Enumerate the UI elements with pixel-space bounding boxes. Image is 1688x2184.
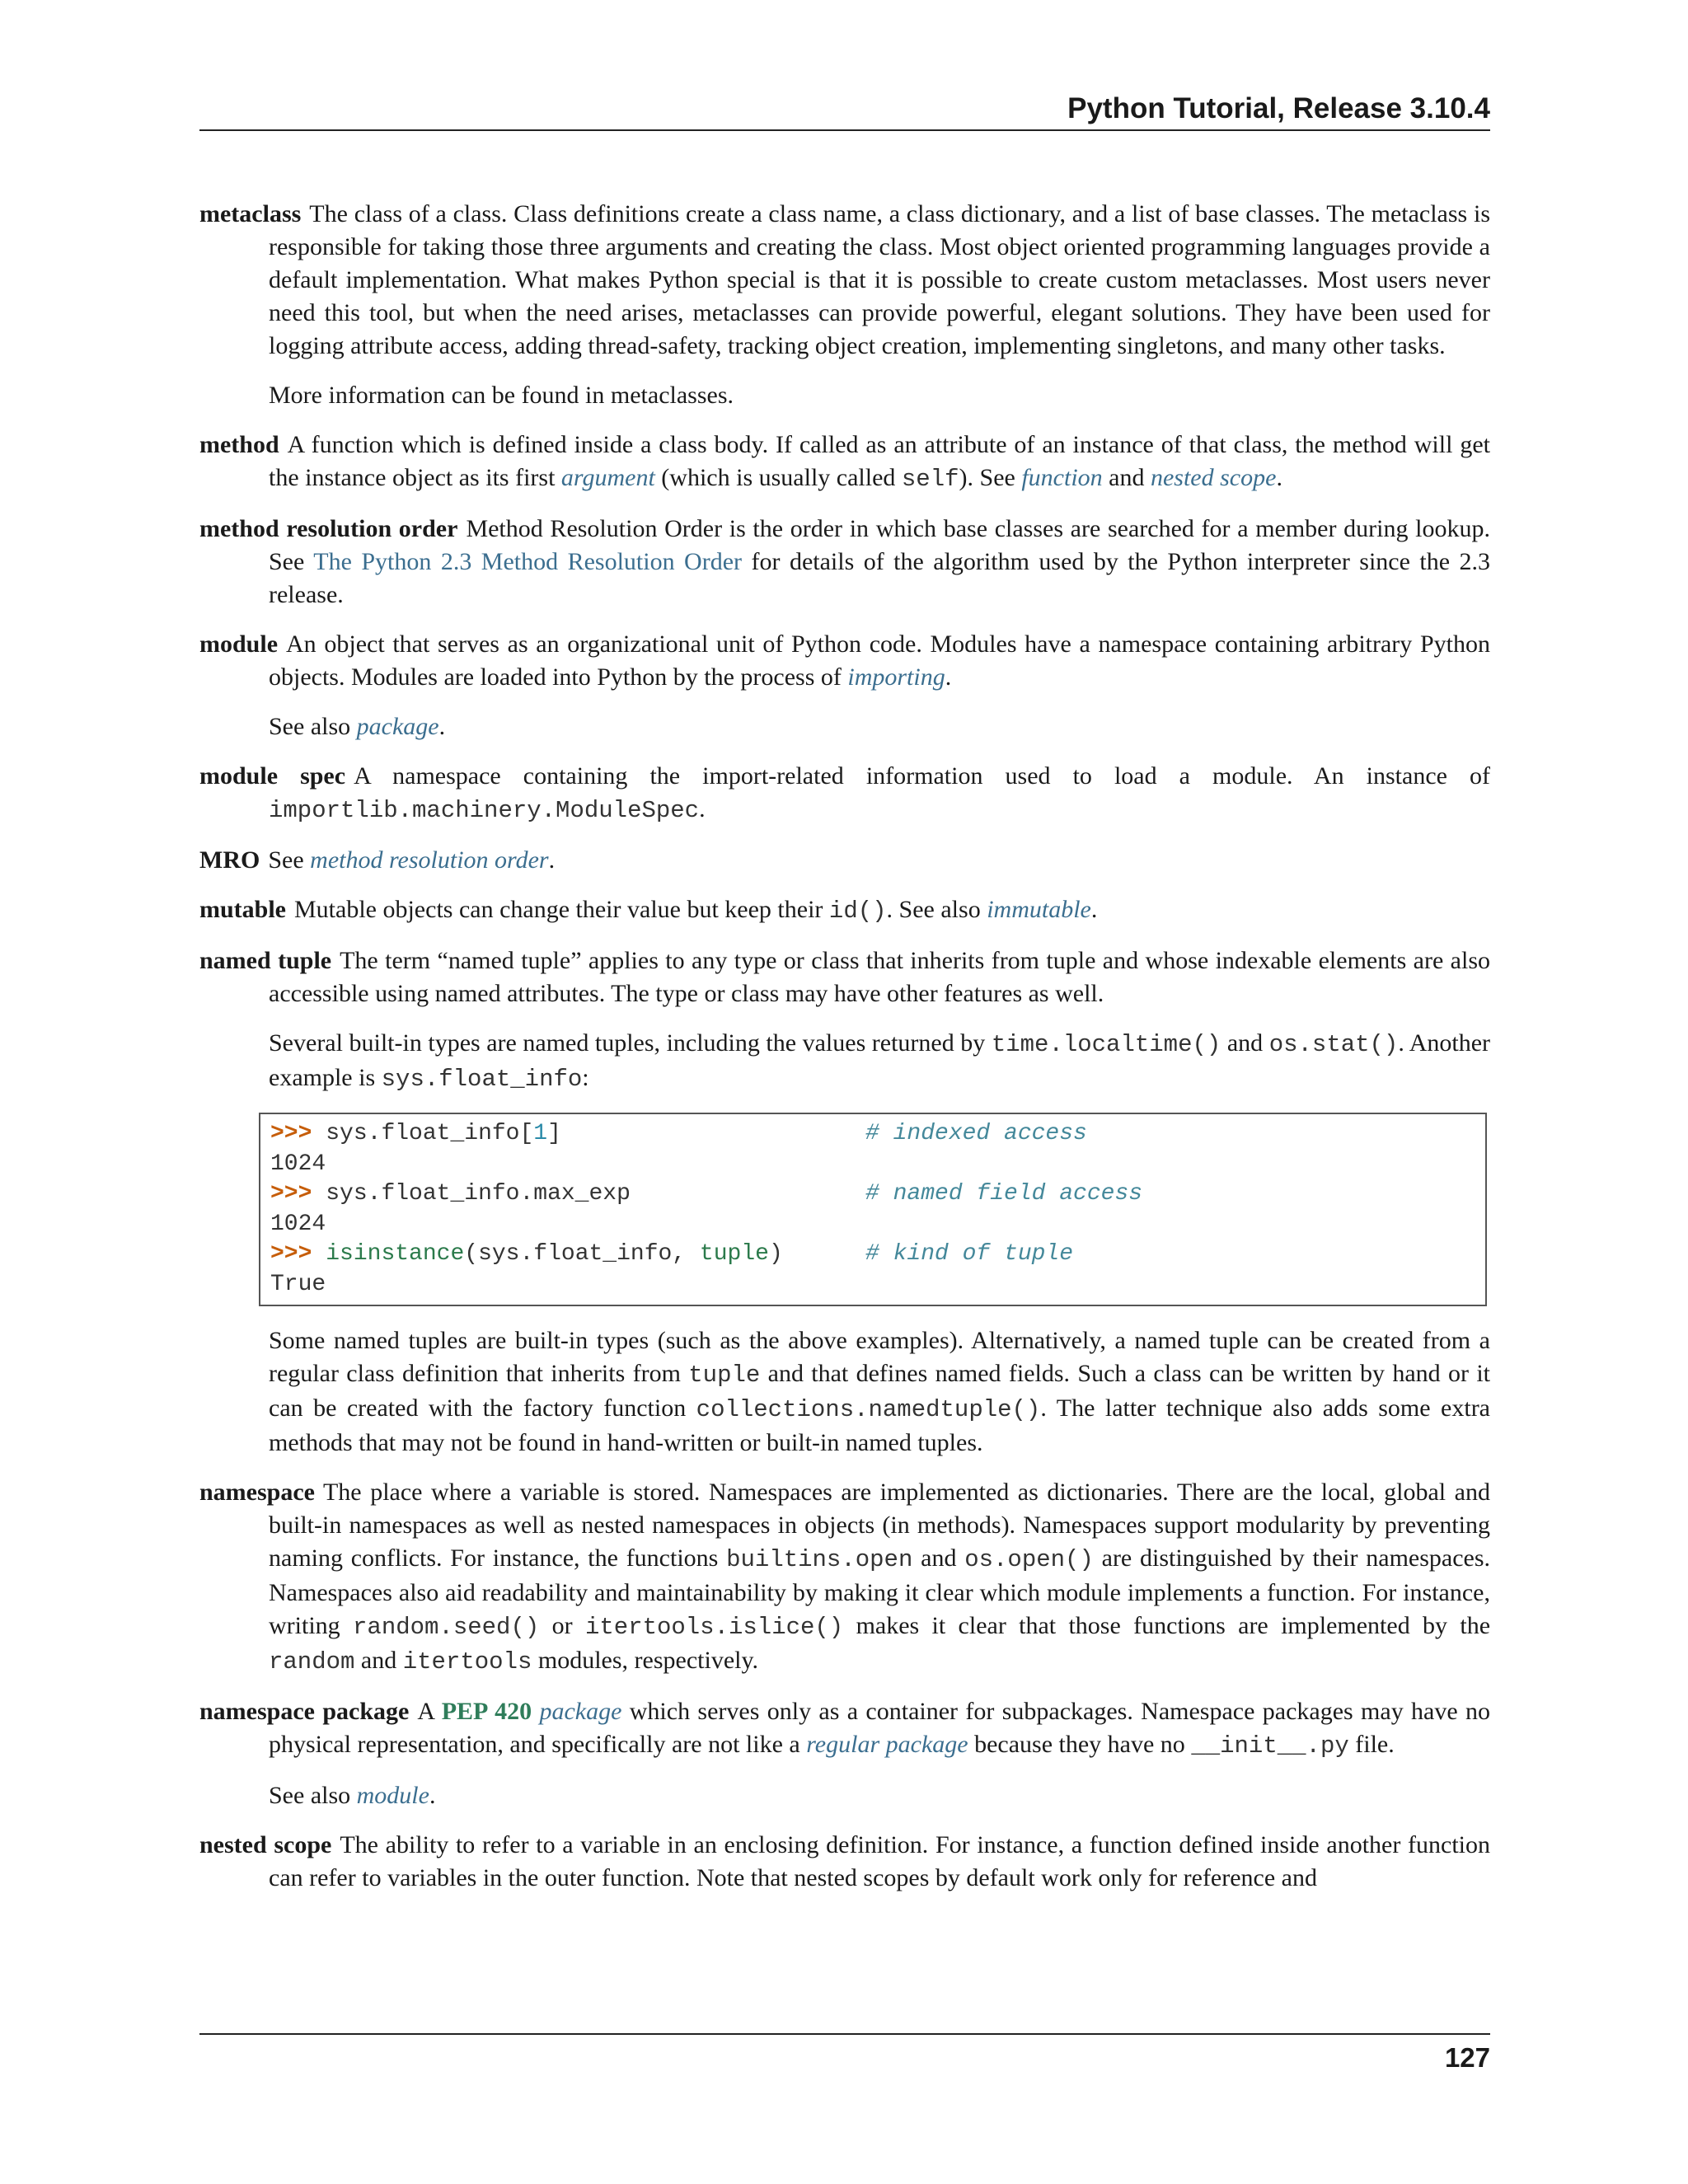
code-comment: # indexed access bbox=[865, 1121, 1087, 1146]
code-text: ] bbox=[547, 1121, 561, 1146]
definition-text: . Another example is bbox=[269, 1029, 1491, 1091]
entry-mro-definition bbox=[199, 513, 1490, 612]
code-modulespec: importlib.machinery.ModuleSpec bbox=[269, 797, 700, 824]
entry-metaclass-more: More information can be found in metaclasses. bbox=[269, 382, 734, 409]
definition-text: and that defines named fields. Such a class can be written by hand or it can be created with the factory function bbox=[269, 1360, 1491, 1422]
code-builtin: isinstance bbox=[326, 1241, 465, 1267]
definition-text: Mutable objects can change their value but keep their bbox=[294, 896, 823, 923]
definition-text: Several built-in types are named tuples, including the values returned by bbox=[269, 1029, 986, 1057]
definition-text: and bbox=[1109, 464, 1145, 491]
entry-nested-scope bbox=[199, 1829, 1490, 1895]
entry-named-tuple-definition bbox=[199, 944, 1490, 1010]
see-also-text: See also bbox=[269, 1782, 351, 1809]
page-number: 127 bbox=[1444, 2042, 1490, 2073]
code-prompt: >>> bbox=[270, 1181, 312, 1207]
code-time-localtime: time.localtime() bbox=[991, 1031, 1221, 1058]
entry-namespace-package bbox=[199, 1695, 1490, 1812]
definition-text: . bbox=[438, 713, 446, 740]
code-builtin: tuple bbox=[699, 1241, 769, 1267]
term-module-spec: module spec bbox=[199, 762, 346, 790]
definition-text: and bbox=[921, 1544, 957, 1572]
code-text: sys.float_info[ bbox=[326, 1121, 534, 1146]
code-os-open: os.open() bbox=[964, 1546, 1094, 1573]
entry-named-tuple bbox=[199, 944, 1490, 1460]
code-prompt: >>> bbox=[270, 1241, 312, 1267]
definition-text: are distinguished by their namespaces. Namespaces also aid readability and maintainability by making it clear which module implements a function. For instance, writing bbox=[269, 1544, 1491, 1639]
definition-text: makes it clear that those functions are implemented by the bbox=[856, 1612, 1491, 1639]
definition-text: file. bbox=[1355, 1731, 1395, 1758]
entry-named-tuple-details bbox=[199, 1324, 1490, 1460]
code-tuple: tuple bbox=[688, 1361, 761, 1389]
code-output-line: True bbox=[270, 1271, 326, 1297]
link-immutable[interactable]: immutable bbox=[987, 896, 1091, 923]
definition-text: A bbox=[417, 1698, 434, 1725]
code-builtins-open: builtins.open bbox=[726, 1546, 913, 1573]
code-sys-float-info: sys.float_info bbox=[381, 1066, 583, 1093]
entry-named-tuple-examples-intro bbox=[199, 1027, 1490, 1096]
footer-divider bbox=[199, 2033, 1490, 2035]
definition-text: A function which is defined inside a class body. If called as an attribute of an instance of that class, the method will get the instance object as its first bbox=[269, 431, 1490, 491]
link-regular-package[interactable]: regular package bbox=[806, 1731, 968, 1758]
code-init-py: __init__.py bbox=[1191, 1732, 1349, 1760]
code-comment: # kind of tuple bbox=[865, 1241, 1074, 1267]
link-method-resolution-order[interactable]: method resolution order bbox=[310, 846, 549, 874]
definition-text: and bbox=[360, 1647, 397, 1674]
entry-module-spec-definition bbox=[199, 760, 1490, 827]
definition-text: . bbox=[699, 795, 706, 823]
header-divider bbox=[199, 129, 1490, 131]
entry-mutable bbox=[199, 893, 1490, 928]
link-package[interactable]: package bbox=[539, 1698, 622, 1725]
entry-mutable-definition bbox=[199, 893, 1490, 928]
term-mutable: mutable bbox=[199, 896, 286, 923]
definition-text: ). See bbox=[959, 464, 1015, 491]
entry-method-definition bbox=[199, 429, 1490, 496]
definition-text: The class of a class. Class definitions create a class name, a class dictionary, and a list of base classes. The metaclass is responsible for taking those three arguments and creating the class. Most object oriented programming languages provide a default implementation. What makes Python special is that it is possible to create custom metaclasses. Most users never need this tool, but when the need arises, metaclasses can provide powerful, elegant solutions. They have been used for logging attribute access, adding thread-safety, tracking object creation, implementing singletons, and many other tasks. bbox=[269, 200, 1490, 359]
code-id: id() bbox=[828, 898, 887, 925]
entry-metaclass bbox=[199, 198, 1490, 412]
code-self: self bbox=[901, 466, 959, 493]
term-method-resolution-order: method resolution order bbox=[199, 515, 458, 542]
code-number: 1 bbox=[533, 1121, 548, 1146]
definition-text: The ability to refer to a variable in an enclosing definition. For instance, a function defined inside another function can refer to variables in the outer function. Note that nested scopes by default work only for reference and bbox=[269, 1831, 1490, 1891]
entry-namespace-definition bbox=[199, 1476, 1490, 1679]
definition-text: See bbox=[268, 846, 304, 874]
definition-text: which serves only as a container for subpackages. Namespace packages may have no physical representation, and specifically are not like a bbox=[269, 1698, 1491, 1758]
link-importing[interactable]: importing bbox=[847, 663, 945, 691]
entry-namespace bbox=[199, 1476, 1490, 1679]
code-output-line: 1024 bbox=[270, 1211, 326, 1237]
definition-text: . The latter technique also adds some extra methods that may not be found in hand-written or built-in named tuples. bbox=[269, 1394, 1491, 1456]
definition-text: for details of the algorithm used by the Python interpreter since the 2.3 release. bbox=[269, 548, 1491, 608]
link-nested-scope[interactable]: nested scope bbox=[1150, 464, 1277, 491]
definition-text: . bbox=[945, 663, 952, 691]
definition-text: or bbox=[551, 1612, 573, 1639]
link-argument[interactable]: argument bbox=[560, 464, 655, 491]
definition-text: and bbox=[1226, 1029, 1264, 1057]
code-collections-namedtuple: collections.namedtuple() bbox=[696, 1396, 1041, 1423]
term-module: module bbox=[199, 630, 279, 658]
entry-module-definition bbox=[199, 628, 1490, 694]
definition-text: : bbox=[582, 1064, 589, 1091]
code-itertools-islice: itertools.islice() bbox=[584, 1614, 844, 1641]
code-text: (sys.float_info, bbox=[464, 1241, 687, 1267]
definition-text: . See also bbox=[886, 896, 981, 923]
definition-text: . bbox=[548, 846, 556, 874]
entry-method-resolution-order bbox=[199, 513, 1490, 612]
entry-metaclass-definition bbox=[199, 198, 1490, 363]
link-pep-420[interactable]: PEP 420 bbox=[441, 1698, 532, 1725]
term-named-tuple: named tuple bbox=[199, 947, 332, 974]
term-mro: MRO bbox=[199, 846, 260, 874]
code-text: ) bbox=[768, 1241, 783, 1267]
definition-text: (which is usually called bbox=[661, 464, 896, 491]
link-package[interactable]: package bbox=[356, 713, 439, 740]
definition-text: A namespace containing the import-related information used to load a module. An instance of bbox=[354, 762, 1490, 790]
entry-mro bbox=[199, 844, 1490, 877]
code-comment: # named field access bbox=[865, 1181, 1143, 1207]
definition-text: Some named tuples are built-in types (such as the above examples). Alternatively, a named tuple can be created from a regular class definition that inherits from bbox=[269, 1327, 1490, 1387]
code-example-block[interactable] bbox=[259, 1113, 1487, 1306]
link-python-23-mro[interactable]: The Python 2.3 Method Resolution Order bbox=[313, 548, 743, 575]
code-line bbox=[270, 1119, 1475, 1150]
definition-text: Method Resolution Order is the order in which base classes are searched for a member during lookup. See bbox=[269, 515, 1490, 575]
entry-namespace-package-definition bbox=[199, 1695, 1490, 1763]
definition-text: because they have no bbox=[974, 1731, 1185, 1758]
code-os-stat: os.stat() bbox=[1268, 1031, 1399, 1058]
code-itertools: itertools bbox=[402, 1648, 532, 1675]
definition-text: . bbox=[429, 1782, 436, 1809]
see-also-text: See also bbox=[269, 713, 351, 740]
entry-nested-scope-definition bbox=[199, 1829, 1490, 1895]
code-line bbox=[270, 1179, 1475, 1210]
definition-text: . bbox=[1090, 896, 1098, 923]
term-metaclass: metaclass bbox=[199, 200, 302, 227]
definition-text: The place where a variable is stored. Namespaces are implemented as dictionaries. There are the local, global and built-in namespaces as well as nested namespaces in objects (in methods). Namespaces support modularity by preventing naming conflicts. For instance, the functions bbox=[269, 1479, 1490, 1572]
entry-mro-short-definition bbox=[199, 844, 1490, 877]
code-random: random bbox=[269, 1648, 355, 1675]
glossary-list bbox=[199, 198, 1490, 1895]
term-namespace-package: namespace package bbox=[199, 1698, 410, 1725]
entry-method bbox=[199, 429, 1490, 496]
link-module[interactable]: module bbox=[356, 1782, 429, 1809]
definition-text: An object that serves as an organizational unit of Python code. Modules have a namespace containing arbitrary Python objects. Modules are loaded into Python by the process of bbox=[269, 630, 1490, 691]
link-function[interactable]: function bbox=[1021, 464, 1103, 491]
term-namespace: namespace bbox=[199, 1479, 315, 1506]
code-prompt: >>> bbox=[270, 1121, 312, 1146]
definition-text: The term “named tuple” applies to any type or class that inherits from tuple and whose indexable elements are also accessible using named attributes. The type or class may have other features as well. bbox=[269, 947, 1490, 1007]
running-header-title: Python Tutorial, Release 3.10.4 bbox=[1067, 92, 1490, 124]
term-nested-scope: nested scope bbox=[199, 1831, 332, 1858]
code-random-seed: random.seed() bbox=[353, 1614, 540, 1641]
term-method: method bbox=[199, 431, 279, 458]
definition-text: modules, respectively. bbox=[537, 1647, 759, 1674]
entry-module-spec bbox=[199, 760, 1490, 827]
code-output-line: 1024 bbox=[270, 1151, 326, 1177]
code-text: sys.float_info.max_exp bbox=[326, 1181, 631, 1207]
entry-namespace-package-see-also bbox=[199, 1779, 1490, 1812]
glossary-content bbox=[199, 198, 1490, 1911]
entry-module-see-also bbox=[199, 710, 1490, 743]
definition-text: . bbox=[1276, 464, 1282, 491]
entry-module bbox=[199, 628, 1490, 743]
code-line bbox=[270, 1240, 1475, 1270]
